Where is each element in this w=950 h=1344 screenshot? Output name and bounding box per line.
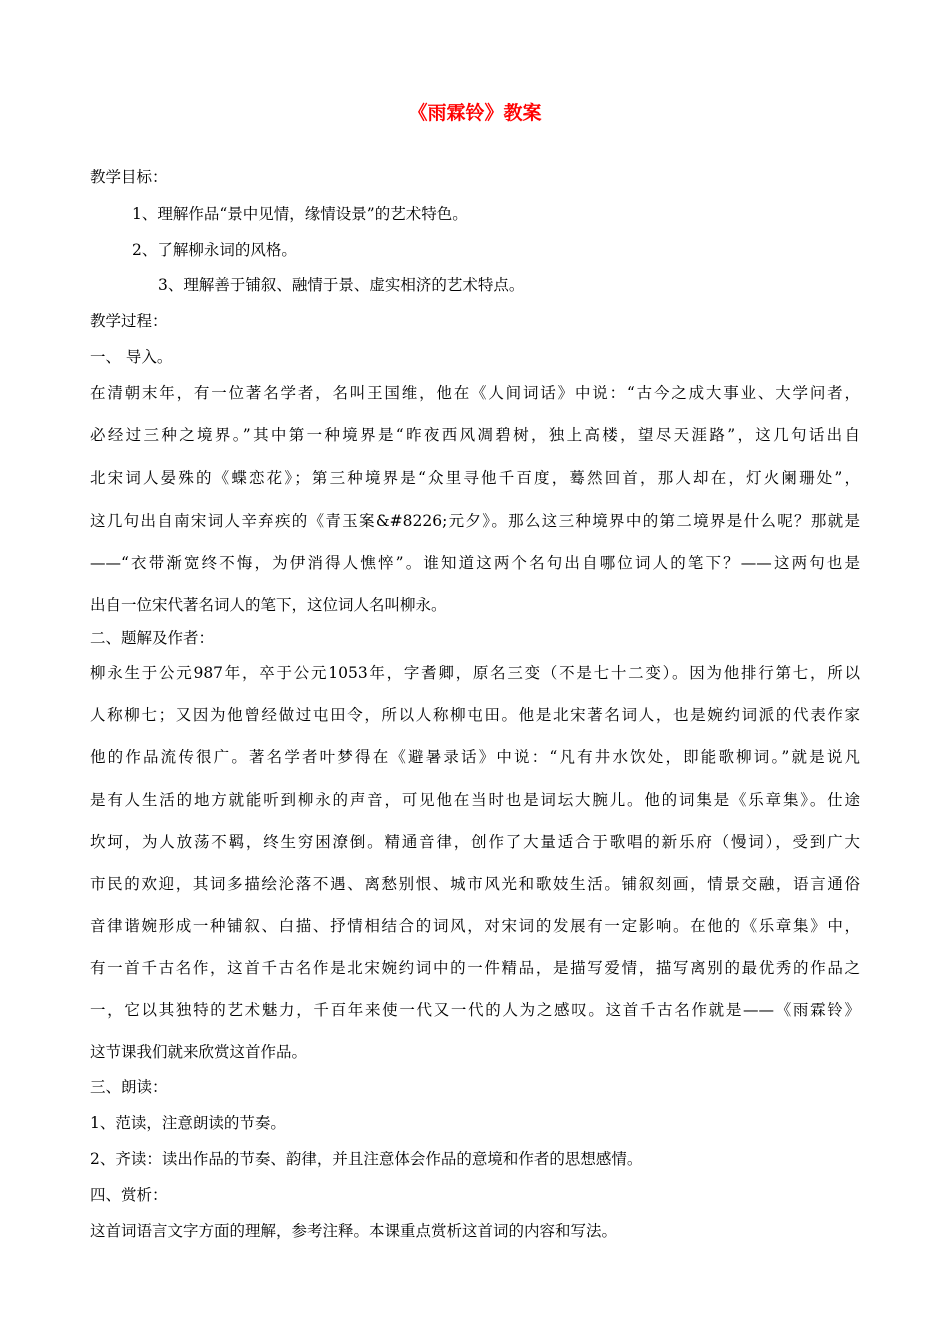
paragraph-line: 这几句出自南宋词人辛弃疾的《青玉案&#8226;元夕》。那么这三种境界中的第二境界是什么呢？那就是 xyxy=(90,512,860,530)
section-heading-intro: 一、 导入。 xyxy=(90,348,173,366)
section-heading-author: 二、题解及作者： xyxy=(90,629,215,647)
document-title: 《雨霖铃》教案 xyxy=(408,102,542,124)
reading-item-2: 2、齐读：读出作品的节奏、韵律，并且注意体会作品的意境和作者的思想感情。 xyxy=(90,1150,643,1168)
paragraph-line: 音律谐婉形成一种铺叙、白描、抒情相结合的词风，对宋词的发展有一定影响。在他的《乐章集》中， xyxy=(90,917,860,935)
heading-teaching-process: 教学过程： xyxy=(90,312,168,330)
goal-item-1: 1、理解作品“景中见情，缘情设景”的艺术特色。 xyxy=(132,205,468,223)
paragraph-line: 一，它以其独特的艺术魅力，千百年来使一代又一代的人为之感叹。这首千古名作就是——《雨霖铃》 xyxy=(90,1001,860,1019)
goal-item-2: 2、了解柳永词的风格。 xyxy=(132,241,297,259)
goal-item-3: 3、理解善于铺叙、融情于景、虚实相济的艺术特点。 xyxy=(158,276,525,294)
paragraph-line: 他的作品流传很广。著名学者叶梦得在《避暑录话》中说：“凡有井水饮处，即能歌柳词。”就是说凡 xyxy=(90,748,860,766)
paragraph-line: 出自一位宋代著名词人的笔下，这位词人名叫柳永。 xyxy=(90,596,447,614)
paragraph-line: 有一首千古名作，这首千古名作是北宋婉约词中的一件精品，是描写爱情，描写离别的最优秀的作品之 xyxy=(90,959,860,977)
paragraph-line: 人称柳七；又因为他曾经做过屯田令，所以人称柳屯田。他是北宋著名词人，也是婉约词派的代表作家 xyxy=(90,706,860,724)
paragraph-line: 是有人生活的地方就能听到柳永的声音，可见他在当时也是词坛大腕儿。他的词集是《乐章集》。仕途 xyxy=(90,791,860,809)
paragraph-line: 北宋词人晏殊的《蝶恋花》；第三种境界是“众里寻他千百度，蓦然回首，那人却在，灯火阑珊处”， xyxy=(90,469,860,487)
section-heading-appreciation: 四、赏析： xyxy=(90,1186,168,1204)
paragraph-line: 坎坷，为人放荡不羁，终生穷困潦倒。精通音律，创作了大量适合于歌唱的新乐府（慢词），受到广大 xyxy=(90,833,860,851)
paragraph-line: 市民的欢迎，其词多描绘沦落不遇、离愁别恨、城市风光和歌妓生活。铺叙刻画，情景交融，语言通俗 xyxy=(90,875,860,893)
reading-item-1: 1、范读，注意朗读的节奏。 xyxy=(90,1114,286,1132)
paragraph-line: 柳永生于公元987年，卒于公元1053年，字耆卿，原名三变（不是七十二变）。因为他排行第七，所以 xyxy=(90,664,860,682)
paragraph-line: 在清朝末年，有一位著名学者，名叫王国维，他在《人间词话》中说：“古今之成大事业、大学问者， xyxy=(90,384,860,402)
paragraph-line: 必经过三种之境界。”其中第一种境界是“昨夜西风凋碧树，独上高楼，望尽天涯路”，这几句话出自 xyxy=(90,426,860,444)
heading-teaching-goals: 教学目标： xyxy=(90,168,168,186)
paragraph-line: 这节课我们就来欣赏这首作品。 xyxy=(90,1043,308,1061)
paragraph-line: 这首词语言文字方面的理解，参考注释。本课重点赏析这首词的内容和写法。 xyxy=(90,1222,618,1240)
section-heading-reading: 三、朗读： xyxy=(90,1078,168,1096)
paragraph-line: ——“衣带渐宽终不悔，为伊消得人憔悴”。谁知道这两个名句出自哪位词人的笔下？——这两句也是 xyxy=(90,554,860,572)
